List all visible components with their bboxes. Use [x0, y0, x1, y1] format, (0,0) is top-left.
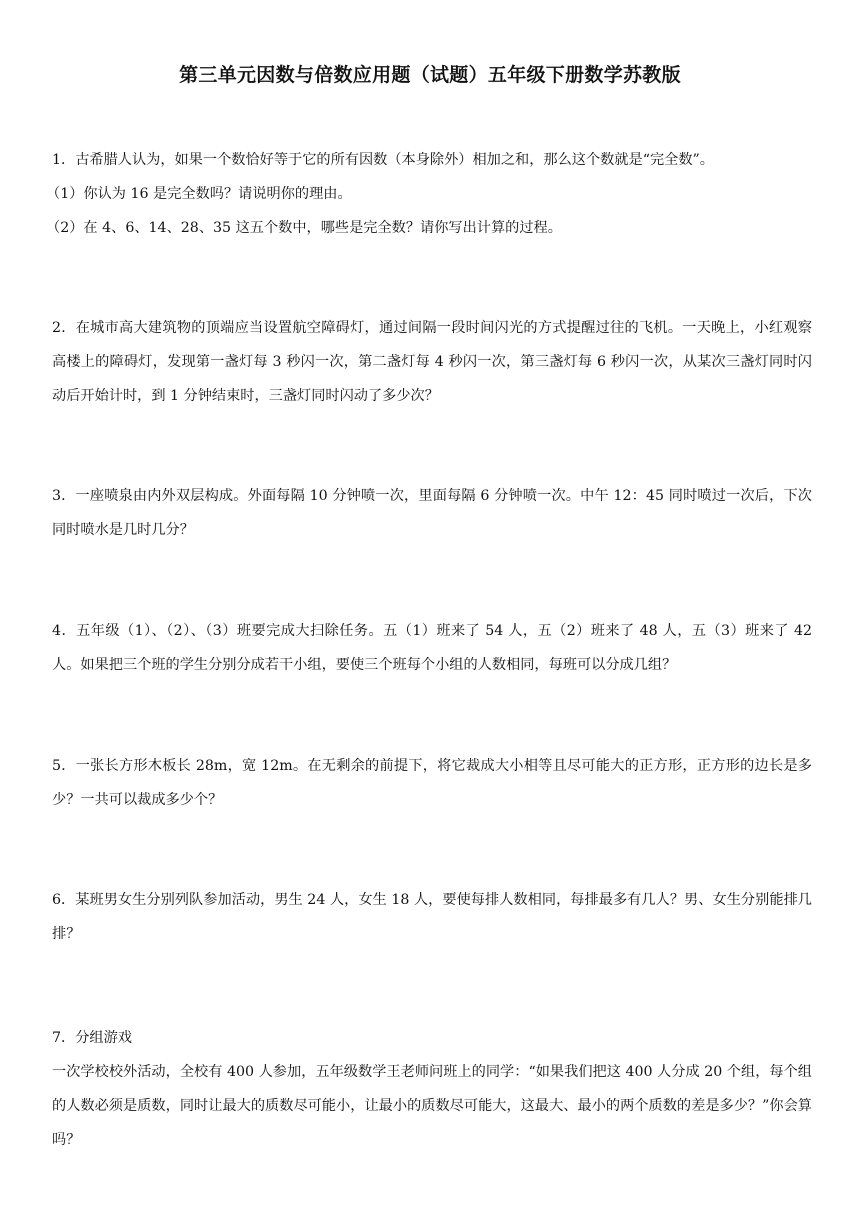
question-5-text: 5．一张长方形木板长 28m，宽 12m。在无剩余的前提下，将它裁成大小相等且尽可能大的正方形，正方形的边长是多少？一共可以裁成多少个？	[52, 758, 812, 808]
question-6	[52, 883, 812, 951]
question-2	[52, 311, 812, 413]
question-7-heading: 7．分组游戏	[52, 1030, 132, 1046]
question-3	[52, 479, 812, 547]
question-1-part-1: （1）你认为 16 是完全数吗？请说明你的理由。	[46, 186, 352, 202]
question-2-text: 2．在城市高大建筑物的顶端应当设置航空障碍灯，通过间隔一段时间闪光的方式提醒过往的飞机。一天晚上，小红观察高楼上的障碍灯，发现第一盏灯每 3 秒闪一次，第二盏灯每 4 秒闪一次，第三盏灯每 6 秒闪一次，从某次三盏灯同时闪动后开始计时，到 1 分钟结束时，三盏灯同时闪动了多少次？	[52, 320, 812, 404]
question-4-text: 4．五年级（1）、（2）、（3）班要完成大扫除任务。五（1）班来了 54 人，五（2）班来了 48 人，五（3）班来了 42 人。如果把三个班的学生分别分成若干小组，要使三个班每个小组的人数相同，每班可以分成几组？	[52, 623, 812, 673]
page-title: 第三单元因数与倍数应用题（试题）五年级下册数学苏教版	[179, 64, 681, 86]
question-7	[52, 1021, 812, 1157]
question-4	[52, 614, 812, 682]
question-6-text: 6．某班男女生分别列队参加活动，男生 24 人，女生 18 人，要使每排人数相同，每排最多有几人？男、女生分别能排几排？	[52, 892, 812, 942]
question-7-body: 一次学校校外活动，全校有 400 人参加，五年级数学王老师问班上的同学：“如果我们把这 400 人分成 20 个组，每个组的人数必须是质数，同时让最大的质数尽可能小，让最小的质数尽可能大，这最大、最小的两个质数的差是多少？”你会算吗？	[52, 1064, 812, 1148]
question-1-part-2: （2）在 4、6、14、28、35 这五个数中，哪些是完全数？请你写出计算的过程。	[46, 220, 562, 236]
question-3-text: 3．一座喷泉由内外双层构成。外面每隔 10 分钟喷一次，里面每隔 6 分钟喷一次。中午 12：45 同时喷过一次后，下次同时喷水是几时几分？	[52, 488, 812, 538]
question-5	[52, 749, 812, 817]
question-1	[46, 143, 812, 245]
question-1-text: 1．古希腊人认为，如果一个数恰好等于它的所有因数（本身除外）相加之和，那么这个数就是“完全数”。	[52, 152, 714, 168]
